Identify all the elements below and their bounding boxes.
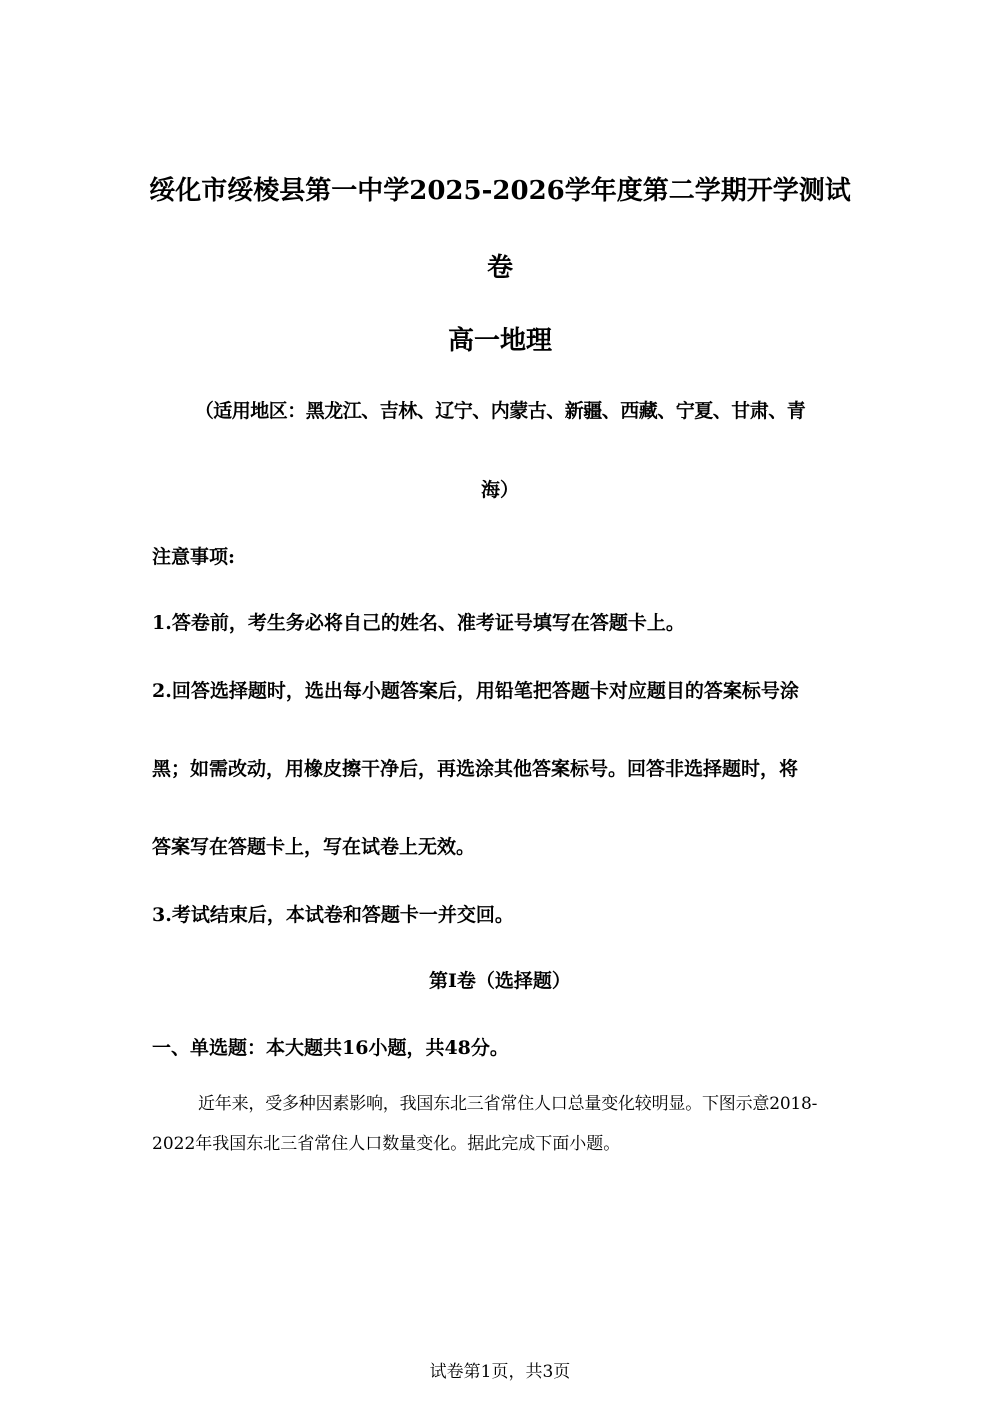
- region-line2: 海）: [480, 479, 519, 501]
- section-heading: 一、单选题：本大题共16小题，共48分。: [152, 1037, 509, 1059]
- passage-line1: 近年来，受多种因素影响，我国东北三省常住人口总量变化较明显。下图示意2018-: [198, 1094, 818, 1114]
- exam-title-line2: 卷: [486, 253, 513, 283]
- note-item-1: 1.答卷前，考生务必将自己的姓名、准考证号填写在答题卡上。: [152, 612, 685, 634]
- part1-title: 第I卷（选择题）: [429, 970, 571, 992]
- region-line1: （适用地区：黑龙江、吉林、辽宁、内蒙古、新疆、西藏、宁夏、甘肃、青: [194, 400, 806, 422]
- page-footer: 试卷第1页，共3页: [429, 1362, 571, 1382]
- exam-title-line1: 绥化市绥棱县第一中学2025-2026学年度第二学期开学测试: [149, 176, 851, 206]
- notes-heading: 注意事项:: [152, 546, 236, 568]
- note-item-2-line3: 答案写在答题卡上，写在试卷上无效。: [152, 836, 476, 858]
- passage-line2: 2022年我国东北三省常住人口数量变化。据此完成下面小题。: [152, 1134, 621, 1154]
- note-item-3: 3.考试结束后，本试卷和答题卡一并交回。: [152, 904, 514, 926]
- note-item-2-line1: 2.回答选择题时，选出每小题答案后，用铅笔把答题卡对应题目的答案标号涂: [152, 680, 799, 702]
- exam-subject: 高一地理: [447, 326, 552, 356]
- note-item-2-line2: 黑；如需改动，用橡皮擦干净后，再选涂其他答案标号。回答非选择题时，将: [152, 758, 799, 780]
